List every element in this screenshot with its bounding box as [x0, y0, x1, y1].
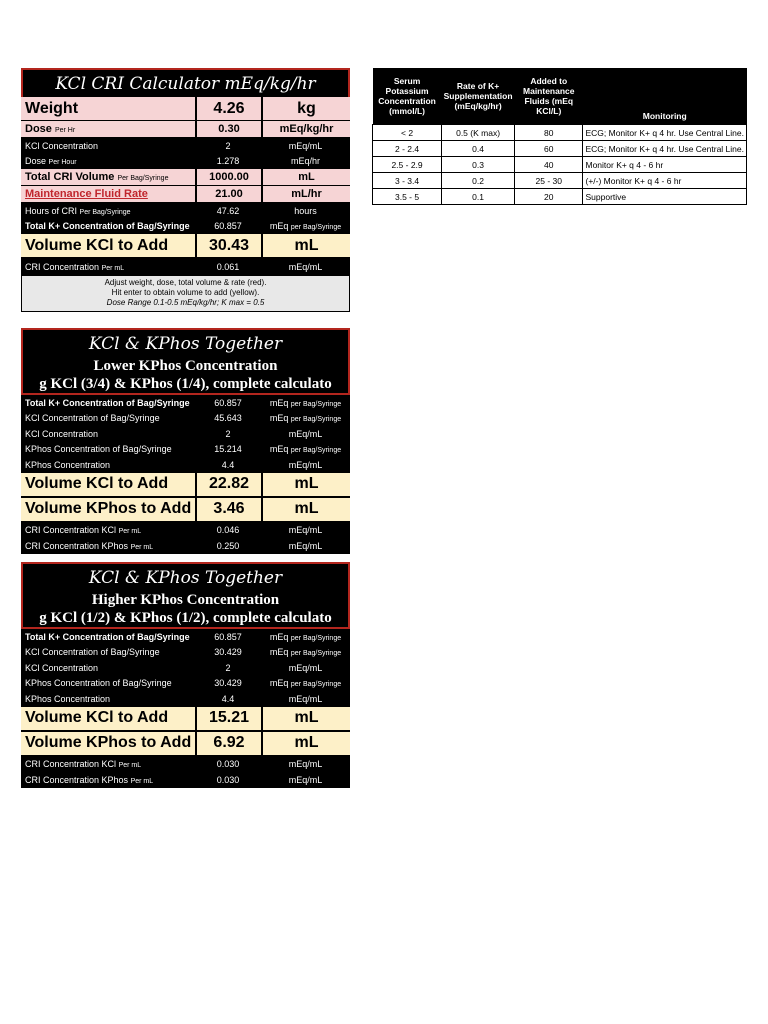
total-k-unit: mEq per Bag/Syringe	[269, 221, 342, 232]
cri-concentration-label: CRI Concentration Per mL	[25, 261, 125, 272]
total-cri-unit: mL	[261, 169, 350, 185]
table-cell: 40	[515, 157, 583, 173]
kphos-bag-row	[21, 442, 350, 458]
volume-kcl-label: Volume KCl to Add	[25, 236, 169, 254]
table-cell: 25 - 30	[515, 173, 583, 189]
kphos-bag-value: 15.214	[214, 444, 242, 455]
table-cell: Monitor K+ q 4 - 6 hr	[583, 157, 747, 173]
total-cri-label: Total CRI Volume Per Bag/Syringe	[25, 171, 169, 183]
cri-kphos-unit: mEq/mL	[288, 774, 323, 785]
table-row	[373, 141, 747, 157]
serum-potassium-header: Serum Potassium Concentration (mmol/L)	[373, 68, 442, 125]
kcl-concentration-label: KCl Concentration	[25, 140, 99, 151]
weight-label: Weight	[25, 99, 79, 117]
note-line-2: Hit enter to obtain volume to add (yellow).	[111, 287, 260, 297]
dose-hour-value: 1.278	[216, 156, 240, 167]
dose-unit: mEq/kg/hr	[261, 121, 350, 137]
kcl-bag-label: KCl Concentration of Bag/Syringe	[25, 413, 160, 424]
volume-kphos-label: Volume KPhos to Add	[25, 734, 192, 751]
kphos-bag-unit: mEq per Bag/Syringe	[269, 444, 342, 455]
calculator-description: g KCl (1/2) & KPhos (1/2), complete calculato	[21, 609, 350, 629]
total-cri-row	[21, 169, 350, 186]
table-cell: ECG; Monitor K+ q 4 hr. Use Central Line.	[583, 125, 747, 141]
weight-row	[21, 97, 350, 121]
volume-kcl-row	[21, 473, 350, 498]
dose-label: Dose Per Hr	[25, 123, 76, 135]
kcl-bag-row	[21, 411, 350, 427]
calculator-title: KCl & KPhos Together	[21, 562, 350, 591]
total-k-value: 60.857	[214, 631, 242, 642]
hours-label: Hours of CRI Per Bag/Syringe	[25, 205, 131, 216]
kphos-concentration-value: 4.4	[221, 459, 235, 470]
kcl-concentration-label: KCl Concentration	[25, 662, 99, 673]
hours-value: 47.62	[216, 205, 240, 216]
kcl-bag-unit: mEq per Bag/Syringe	[269, 647, 342, 658]
kphos-bag-label: KPhos Concentration of Bag/Syringe	[25, 678, 172, 689]
cri-kcl-unit: mEq/mL	[288, 759, 323, 770]
volume-kphos-value: 6.92	[195, 732, 261, 755]
cri-kphos-unit: mEq/mL	[288, 540, 323, 551]
kphos-concentration-label: KPhos Concentration	[25, 693, 111, 704]
cri-kphos-label: CRI Concentration KPhos Per mL	[25, 540, 154, 551]
cri-kcl-row	[21, 523, 350, 539]
volume-kcl-label: Volume KCl to Add	[25, 709, 169, 726]
table-cell: 20	[515, 189, 583, 205]
table-header-row	[373, 68, 747, 125]
rate-header: Rate of K+ Supplementation (mEq/kg/hr)	[442, 68, 515, 125]
volume-kphos-value: 3.46	[195, 498, 261, 521]
volume-kcl-unit: mL	[261, 473, 350, 496]
cri-kphos-row	[21, 538, 350, 554]
table-cell: 80	[515, 125, 583, 141]
total-k-value: 60.857	[214, 221, 242, 232]
kphos-concentration-label: KPhos Concentration	[25, 459, 111, 470]
volume-kphos-label: Volume KPhos to Add	[25, 500, 192, 517]
cri-concentration-value: 0.061	[216, 261, 240, 272]
table-row	[373, 125, 747, 141]
table-cell: 2 - 2.4	[373, 141, 442, 157]
kcl-kphos-lower-calculator	[21, 328, 350, 554]
total-cri-input[interactable]: 1000.00	[195, 169, 261, 185]
cri-kcl-label: CRI Concentration KCl Per mL	[25, 525, 142, 536]
dose-row	[21, 121, 350, 138]
kcl-bag-label: KCl Concentration of Bag/Syringe	[25, 647, 160, 658]
kcl-concentration-label: KCl Concentration	[25, 428, 99, 439]
kphos-concentration-row	[21, 691, 350, 707]
maintenance-rate-unit: mL/hr	[261, 186, 350, 202]
cri-kcl-unit: mEq/mL	[288, 525, 323, 536]
calculator-subtitle: Higher KPhos Concentration	[21, 591, 350, 609]
maintenance-rate-row	[21, 186, 350, 203]
total-k-label: Total K+ Concentration of Bag/Syringe	[25, 221, 190, 232]
kcl-concentration-unit: mEq/mL	[288, 428, 323, 439]
cri-kphos-value: 0.250	[216, 540, 240, 551]
table-cell: 0.3	[442, 157, 515, 173]
cri-kphos-value: 0.030	[216, 774, 240, 785]
calculator-subtitle: Lower KPhos Concentration	[21, 357, 350, 375]
note-line-3: Dose Range 0.1-0.5 mEq/kg/hr; K max = 0.5	[106, 297, 265, 307]
kcl-cri-calculator	[21, 68, 350, 312]
kphos-bag-label: KPhos Concentration of Bag/Syringe	[25, 444, 172, 455]
volume-kcl-label: Volume KCl to Add	[25, 475, 169, 492]
kcl-concentration-value: 2	[225, 662, 231, 673]
total-k-row	[21, 629, 350, 645]
volume-kcl-row	[21, 707, 350, 732]
kphos-concentration-row	[21, 457, 350, 473]
volume-kcl-unit: mL	[261, 234, 350, 257]
volume-kcl-row	[21, 234, 350, 259]
kcl-bag-value: 30.429	[214, 647, 242, 658]
kcl-concentration-value: 2	[225, 428, 231, 439]
kphos-concentration-unit: mEq/mL	[288, 459, 323, 470]
table-cell: 0.2	[442, 173, 515, 189]
monitoring-header: Monitoring	[583, 68, 747, 125]
kcl-bag-unit: mEq per Bag/Syringe	[269, 413, 342, 424]
cri-kphos-row	[21, 772, 350, 788]
instructions-note	[21, 275, 350, 312]
table-cell: 3.5 - 5	[373, 189, 442, 205]
calculator-title: KCl CRI Calculator mEq/kg/hr	[21, 68, 350, 97]
weight-input[interactable]: 4.26	[195, 97, 261, 120]
kphos-concentration-value: 4.4	[221, 693, 235, 704]
kcl-concentration-value: 2	[225, 140, 231, 151]
kcl-concentration-row	[21, 660, 350, 676]
table-cell: < 2	[373, 125, 442, 141]
kcl-bag-value: 45.643	[214, 413, 242, 424]
kphos-bag-row	[21, 676, 350, 692]
volume-kphos-row	[21, 732, 350, 757]
cri-kcl-value: 0.030	[216, 759, 240, 770]
dose-input[interactable]: 0.30	[195, 121, 261, 137]
kcl-kphos-higher-calculator	[21, 562, 350, 788]
added-header: Added to Maintenance Fluids (mEq KCl/L)	[515, 68, 583, 125]
maintenance-rate-link[interactable]: Maintenance Fluid Rate	[25, 188, 148, 200]
maintenance-rate-input[interactable]: 21.00	[195, 186, 261, 202]
cri-kphos-label: CRI Concentration KPhos Per mL	[25, 774, 154, 785]
hours-row	[21, 203, 350, 219]
volume-kphos-unit: mL	[261, 732, 350, 755]
cri-kcl-label: CRI Concentration KCl Per mL	[25, 759, 142, 770]
table-cell: 0.4	[442, 141, 515, 157]
total-k-label: Total K+ Concentration of Bag/Syringe	[25, 397, 190, 408]
kcl-concentration-row	[21, 426, 350, 442]
table-row	[373, 173, 747, 189]
weight-unit: kg	[261, 97, 350, 120]
kcl-concentration-unit: mEq/mL	[288, 140, 323, 151]
volume-kcl-value: 30.43	[195, 234, 261, 257]
volume-kcl-value: 22.82	[195, 473, 261, 496]
total-k-row	[21, 219, 350, 235]
kcl-concentration-unit: mEq/mL	[288, 662, 323, 673]
table-cell: (+/-) Monitor K+ q 4 - 6 hr	[583, 173, 747, 189]
table-cell: 2.5 - 2.9	[373, 157, 442, 173]
kcl-concentration-row	[21, 138, 350, 154]
kphos-bag-value: 30.429	[214, 678, 242, 689]
total-k-label: Total K+ Concentration of Bag/Syringe	[25, 631, 190, 642]
potassium-reference-table	[372, 68, 747, 205]
dose-hour-label: Dose Per Hour	[25, 156, 77, 167]
table-row	[373, 157, 747, 173]
table-cell: 60	[515, 141, 583, 157]
calculator-description: g KCl (3/4) & KPhos (1/4), complete calculato	[21, 375, 350, 395]
hours-unit: hours	[294, 205, 317, 216]
dose-hour-row	[21, 154, 350, 170]
cri-concentration-unit: mEq/mL	[288, 261, 323, 272]
table-cell: 0.1	[442, 189, 515, 205]
table-cell: ECG; Monitor K+ q 4 hr. Use Central Line.	[583, 141, 747, 157]
volume-kcl-value: 15.21	[195, 707, 261, 730]
table-cell: 0.5 (K max)	[442, 125, 515, 141]
volume-kcl-unit: mL	[261, 707, 350, 730]
table-cell: Supportive	[583, 189, 747, 205]
kcl-bag-row	[21, 645, 350, 661]
cri-concentration-row	[21, 259, 350, 275]
cri-kcl-row	[21, 757, 350, 773]
note-line-1: Adjust weight, dose, total volume & rate (red).	[104, 277, 267, 287]
volume-kphos-row	[21, 498, 350, 523]
total-k-value: 60.857	[214, 397, 242, 408]
table-cell: 3 - 3.4	[373, 173, 442, 189]
total-k-row	[21, 395, 350, 411]
calculator-title: KCl & KPhos Together	[21, 328, 350, 357]
volume-kphos-unit: mL	[261, 498, 350, 521]
table-row	[373, 189, 747, 205]
cri-kcl-value: 0.046	[216, 525, 240, 536]
total-k-unit: mEq per Bag/Syringe	[269, 397, 342, 408]
total-k-unit: mEq per Bag/Syringe	[269, 631, 342, 642]
dose-hour-unit: mEq/hr	[290, 156, 320, 167]
kphos-concentration-unit: mEq/mL	[288, 693, 323, 704]
kphos-bag-unit: mEq per Bag/Syringe	[269, 678, 342, 689]
